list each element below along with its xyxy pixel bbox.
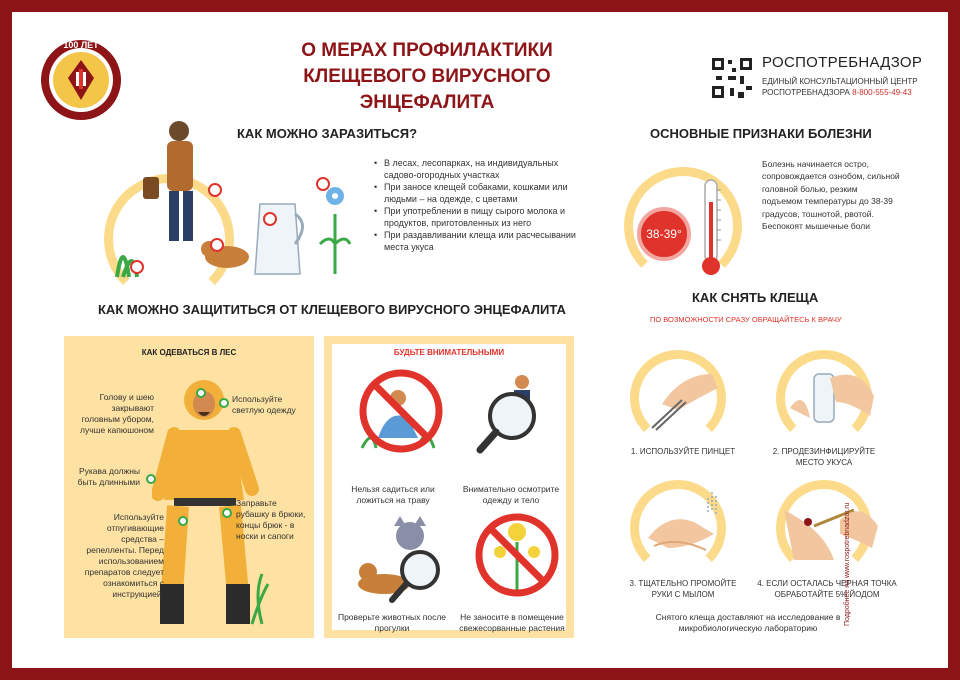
no-fresh-flowers-icon <box>474 512 560 598</box>
org-sub-line-1: ЕДИНЫЙ КОНСУЛЬТАЦИОННЫЙ ЦЕНТР <box>762 77 918 86</box>
iodine-swab-icon <box>784 490 880 570</box>
removal-subheading: ПО ВОЗМОЖНОСТИ СРАЗУ ОБРАЩАЙТЕСЬ К ВРАЧУ <box>650 315 842 324</box>
title-line-1: О МЕРАХ ПРОФИЛАКТИКИ <box>301 40 553 61</box>
protect-heading: КАК МОЖНО ЗАЩИТИТЬСЯ ОТ КЛЕЩЕВОГО ВИРУСНОГО ЭНЦЕФАЛИТА <box>98 302 566 317</box>
title-line-2: КЛЕЩЕВОГО ВИРУСНОГО ЭНЦЕФАЛИТА <box>303 66 551 113</box>
warn-inspect: Внимательно осмотрите одежду и тело <box>462 484 560 505</box>
warn-pets: Проверьте животных после прогулки <box>337 612 447 633</box>
inspect-clothes-magnifier-icon <box>472 370 558 456</box>
list-item: • В лесах, лесопарках, на индивидуальных садово-огородных участках <box>374 158 589 181</box>
logo-anniversary-text: 100 ЛЕТ <box>63 40 99 50</box>
website-note[interactable]: Подробнее на www.rospotrebnadzor.ru <box>844 502 851 626</box>
attention-heading: БУДЬТЕ ВНИМАТЕЛЬНЫМИ <box>393 348 505 357</box>
infection-list <box>374 158 589 254</box>
tip-repel: Используйте отпугивающие средства – репелленты. Перед использованием препаратов следует ознакомиться с инструкцией. <box>84 512 164 599</box>
step-1: 1. ИСПОЛЬЗУЙТЕ ПИНЦЕТ <box>630 447 736 456</box>
no-sitting-on-grass-icon <box>358 368 444 454</box>
tip-tuck: Заправьте рубашку в брюки, концы брюк - в носки и сапоги <box>236 498 306 541</box>
org-contact <box>762 76 918 98</box>
pin-tuck <box>222 508 232 518</box>
org-sub-line-2: РОСПОТРЕБНАДЗОРА <box>762 88 850 97</box>
list-item: • При заносе клещей собаками, кошками или людьми – на одежде, с цветами <box>374 182 589 205</box>
disinfect-bottle-icon <box>790 358 880 434</box>
org-phone[interactable]: 8-800-555-49-43 <box>852 88 912 97</box>
removal-heading: КАК СНЯТЬ КЛЕЩА <box>692 290 819 305</box>
milk-jug-flower-illustration <box>250 174 370 282</box>
pin-repel <box>178 516 188 526</box>
temperature-badge: 38-39° <box>637 207 691 261</box>
thermometer-icon <box>697 178 725 278</box>
step-4: 4. ЕСЛИ ОСТАЛАСЬ ЧЕРНАЯ ТОЧКА ОБРАБОТАЙТЕ 5% ЙОДОМ <box>757 579 897 599</box>
wash-hands-icon <box>638 488 722 572</box>
warn-sit: Нельзя садиться или ложиться на траву <box>351 484 435 505</box>
removal-footer: Снятого клеща доставляют на исследование в микробиологическую лабораторию <box>655 612 841 633</box>
step-3: 3. ТЩАТЕЛЬНО ПРОМОЙТЕ РУКИ С МЫЛОМ <box>629 579 737 599</box>
pin-head <box>196 388 206 398</box>
tweezers-hand-icon <box>642 364 722 434</box>
tip-head: Голову и шею закрывают головным убором, лучше капюшоном <box>80 392 154 435</box>
list-item: • При употреблении в пищу сырого молока и продуктов, приготовленных из него <box>374 206 589 229</box>
tip-light: Используйте светлую одежду <box>232 394 296 415</box>
hiker-with-dog-illustration <box>107 117 262 287</box>
symptoms-heading: ОСНОВНЫЕ ПРИЗНАКИ БОЛЕЗНИ <box>650 126 872 141</box>
emblem-logo <box>36 34 126 124</box>
check-pets-magnifier-icon <box>354 514 450 606</box>
org-name: РОСПОТРЕБНАДЗОР <box>762 54 923 71</box>
clothing-heading: КАК ОДЕВАТЬСЯ В ЛЕС <box>141 348 237 357</box>
pin-sleeve <box>146 474 156 484</box>
qr-code-icon[interactable] <box>710 56 754 100</box>
attention-panel <box>324 336 574 638</box>
poster <box>12 12 948 668</box>
pin-light <box>219 398 229 408</box>
warn-flowers: Не заносите в помещение свежесорванные растения <box>459 612 565 633</box>
list-item: • При раздавливании клеща или расчесывании места укуса <box>374 230 589 253</box>
tip-sleeves: Рукава должны быть длинными <box>77 466 140 487</box>
symptoms-text: Болезнь начинается остро, сопровождается ознобом, сильной головной болью, резким подъемом температуры до 38-39 градусов, тошнотой, рвотой. Беспокоят мышечные боли <box>762 159 900 232</box>
infection-heading: КАК МОЖНО ЗАРАЗИТЬСЯ? <box>237 126 418 141</box>
clothing-panel <box>64 336 314 638</box>
page-title <box>242 38 612 116</box>
step-2: 2. ПРОДЕЗИНФИЦИРУЙТЕ МЕСТО УКУСА <box>772 447 876 467</box>
